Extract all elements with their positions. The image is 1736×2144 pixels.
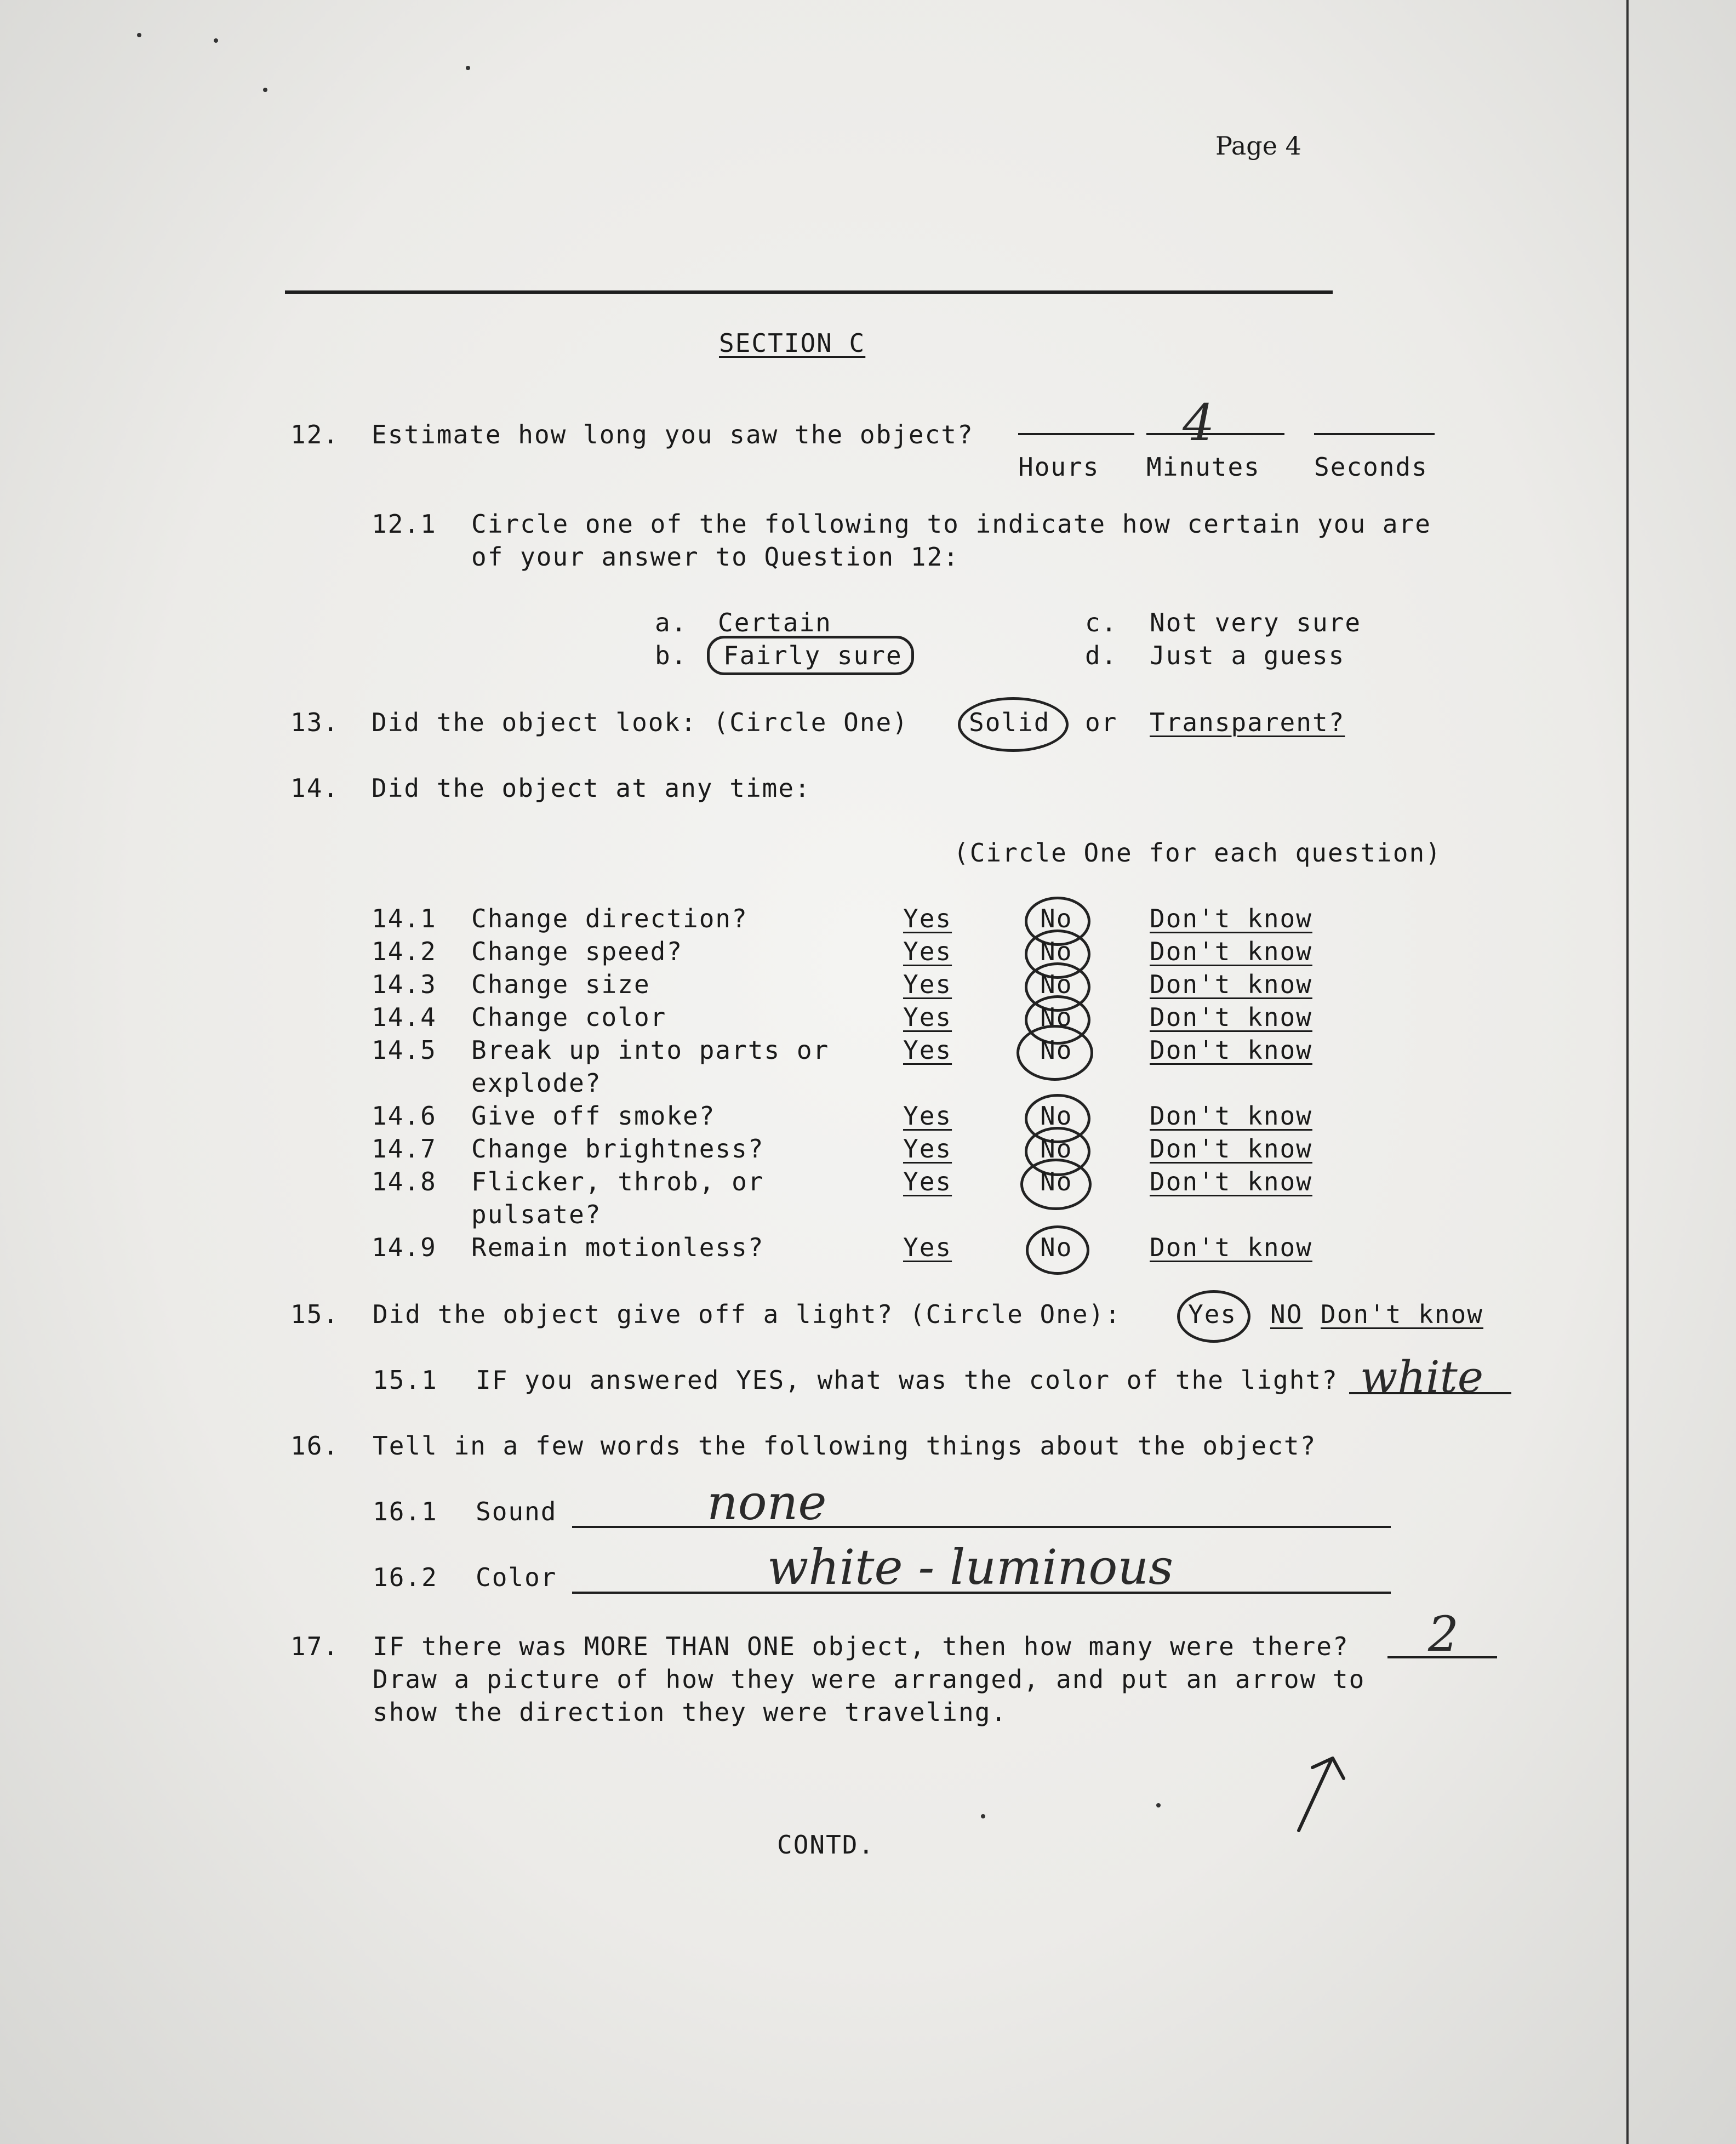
page-number: Page 4 [1215,131,1301,161]
q14-yes-option[interactable]: Yes [903,904,952,933]
q14-item-label: Give off smoke? [471,1101,716,1131]
q14-item-label-continued: pulsate? [471,1200,602,1229]
color-answer: white - luminous [767,1539,1174,1595]
seconds-blank[interactable] [1314,433,1435,435]
q14-yes-option[interactable]: Yes [903,970,952,999]
q14-item-label: Change color [471,1002,667,1032]
q14-item-number: 14.8 [372,1167,437,1196]
q17-line1: IF there was MORE THAN ONE object, then how many were there? [373,1632,1349,1661]
q14-item-label: Change speed? [471,937,683,966]
q14-no-option[interactable]: No [1040,904,1073,933]
option-d-label[interactable]: Just a guess [1150,641,1345,670]
q14-dont-know-option[interactable]: Don't know [1150,1101,1312,1131]
q13-or: or [1085,708,1118,737]
q14-yes-option[interactable]: Yes [903,1002,952,1032]
q12-1-line1: Circle one of the following to indicate how certain you are [471,509,1431,539]
option-c-letter: c. [1085,608,1118,637]
q12-1-number: 12.1 [372,509,437,539]
q12-1-line2: of your answer to Question 12: [471,542,960,572]
continued-label: CONTD. [777,1830,875,1860]
circle-mark-no [1017,1025,1093,1081]
q15-dont-know-option[interactable]: Don't know [1321,1299,1483,1329]
sound-answer: none [707,1474,827,1531]
q14-no-option[interactable]: No [1040,1233,1073,1262]
option-d-letter: d. [1085,641,1118,670]
speck [466,66,470,70]
speck [263,88,267,92]
header-rule [285,290,1333,294]
q15-1-text: IF you answered YES, what was the color of the light? [476,1365,1338,1395]
q14-no-option[interactable]: No [1040,937,1073,966]
option-a-letter: a. [655,608,688,637]
q14-no-option[interactable]: No [1040,1101,1073,1131]
q14-no-option[interactable]: No [1040,1134,1073,1164]
q15-number: 15. [290,1299,340,1329]
q15-text: Did the object give off a light? (Circle One): [373,1299,1121,1329]
q14-dont-know-option[interactable]: Don't know [1150,904,1312,933]
q14-no-option[interactable]: No [1040,970,1073,999]
seconds-label: Seconds [1314,452,1428,482]
q13-option-solid[interactable]: Solid [969,708,1050,737]
q14-dont-know-option[interactable]: Don't know [1150,1233,1312,1262]
section-title: SECTION C [719,328,866,358]
page-edge-right [1626,0,1629,2144]
q14-text: Did the object at any time: [372,773,811,803]
q14-item-number: 14.2 [372,937,437,966]
q14-no-option[interactable]: No [1040,1002,1073,1032]
q12-minutes-answer: 4 [1183,394,1215,452]
object-count-answer: 2 [1428,1606,1459,1662]
q16-text: Tell in a few words the following things about the object? [373,1431,1317,1461]
q16-1-number: 16.1 [373,1497,438,1526]
q16-number: 16. [290,1431,340,1461]
circle-mark-no [1020,1159,1092,1210]
q14-item-label: Remain motionless? [471,1233,764,1262]
option-b-letter: b. [655,641,688,670]
q14-dont-know-option[interactable]: Don't know [1150,1134,1312,1164]
q16-2-label: Color [476,1563,557,1592]
q14-item-label: Flicker, throb, or [471,1167,764,1196]
q14-item-number: 14.5 [372,1035,437,1065]
circle-mark-solid [958,697,1069,752]
q14-item-number: 14.7 [372,1134,437,1164]
speck [981,1814,985,1818]
q12-number: 12. [290,420,340,449]
circle-mark-no [1026,1225,1089,1275]
q14-item-label: Break up into parts or [471,1035,830,1065]
q14-yes-option[interactable]: Yes [903,937,952,966]
light-color-answer: white [1360,1352,1484,1402]
q14-item-label: Change brightness? [471,1134,764,1164]
q13-number: 13. [290,708,340,737]
q14-item-number: 14.3 [372,970,437,999]
speck [137,33,141,37]
q17-line2: Draw a picture of how they were arranged, and put an arrow to [373,1664,1366,1694]
q15-no-option[interactable]: NO [1270,1299,1303,1329]
q14-item-label-continued: explode? [471,1068,602,1098]
q14-item-number: 14.6 [372,1101,437,1131]
q12-text: Estimate how long you saw the object? [372,420,974,449]
q14-no-option[interactable]: No [1040,1035,1073,1065]
q14-dont-know-option[interactable]: Don't know [1150,1035,1312,1065]
q14-instruction: (Circle One for each question) [953,838,1442,868]
q14-dont-know-option[interactable]: Don't know [1150,1167,1312,1196]
q15-1-number: 15.1 [373,1365,438,1395]
option-b-label[interactable]: Fairly sure [723,641,903,670]
sound-blank[interactable] [572,1526,1391,1528]
circle-mark-yes [1177,1290,1250,1343]
hours-label: Hours [1018,452,1100,482]
q14-dont-know-option[interactable]: Don't know [1150,970,1312,999]
q17-line3: show the direction they were traveling. [373,1697,1008,1727]
q14-yes-option[interactable]: Yes [903,1167,952,1196]
q15-yes-option[interactable]: Yes [1188,1299,1237,1329]
minutes-blank[interactable] [1146,433,1284,435]
q13-option-transparent[interactable]: Transparent? [1150,708,1345,737]
q14-dont-know-option[interactable]: Don't know [1150,1002,1312,1032]
q14-item-number: 14.1 [372,904,437,933]
speck [214,38,218,43]
q14-dont-know-option[interactable]: Don't know [1150,937,1312,966]
hours-blank[interactable] [1018,433,1134,435]
q17-number: 17. [290,1632,340,1661]
q14-yes-option[interactable]: Yes [903,1035,952,1065]
arrow-up-icon [1282,1748,1359,1836]
speck [1156,1803,1161,1807]
q16-1-label: Sound [476,1497,557,1526]
q14-item-number: 14.9 [372,1233,437,1262]
option-c-label[interactable]: Not very sure [1150,608,1362,637]
option-a-label[interactable]: Certain [718,608,832,637]
q14-item-number: 14.4 [372,1002,437,1032]
circle-mark-fairly-sure [707,636,914,675]
q14-number: 14. [290,773,340,803]
q14-yes-option[interactable]: Yes [903,1134,952,1164]
q16-2-number: 16.2 [373,1563,438,1592]
q14-item-label: Change size [471,970,650,999]
q14-no-option[interactable]: No [1040,1167,1073,1196]
q14-yes-option[interactable]: Yes [903,1101,952,1131]
q14-item-label: Change direction? [471,904,748,933]
q13-text: Did the object look: (Circle One) [372,708,909,737]
minutes-label: Minutes [1146,452,1260,482]
q14-yes-option[interactable]: Yes [903,1233,952,1262]
